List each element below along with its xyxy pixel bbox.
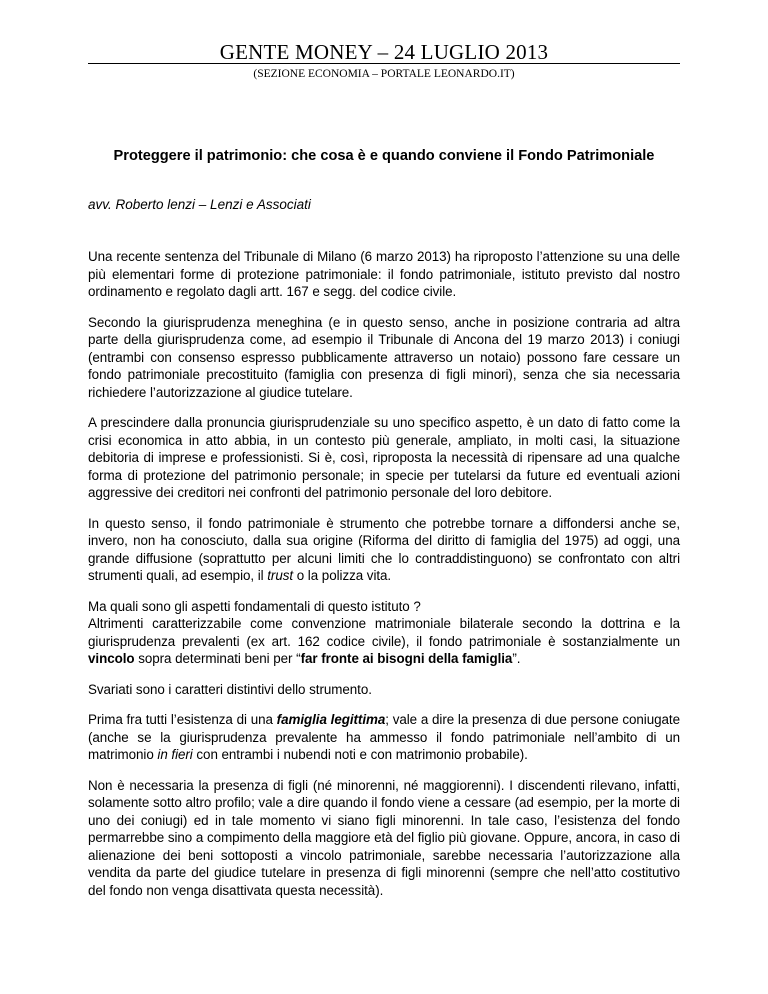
famiglia-needs-phrase: far fronte ai bisogni della famiglia xyxy=(300,651,513,666)
paragraph-4-text-b: o la polizza vita. xyxy=(296,568,392,583)
famiglia-legittima-term: famiglia legittima xyxy=(276,712,386,727)
paragraph-2: Secondo la giurisprudenza meneghina (e in questo senso, anche in posizione contraria ad altra parte della giurisprudenza come, ad esempio il Tribunale di Ancona del 19 marzo 2013) i coniugi (entrambi con consenso espresso pubblicamente attraverso un notaio) possono fare cessare un fondo patrimoniale precostituito (famiglia con presenza di figli minori), senza che sia necessaria richiedere l’autorizzazione al giudice tutelare. xyxy=(88,314,680,400)
paragraph-7-text-b: ; vale a dire la presenza di due persone coniugate (anche se la giurisprudenza prevalente ha ammesso il fondo patrimoniale nell’ambito di un matrimonio xyxy=(88,712,680,762)
in-fieri-term: in fieri xyxy=(157,747,193,762)
article-body xyxy=(88,147,680,899)
paragraph-5-text-c: ”. xyxy=(512,651,521,666)
paragraph-4-text-a: In questo senso, il fondo patrimoniale è strumento che potrebbe tornare a diffondersi anche se, invero, non ha conosciuto, dalla sua origine (Riforma del diritto di famiglia del 1975) ad oggi, una grande diffusione (soprattutto per alcuni limiti che lo contraddistinguono) se confrontato con altri strumenti quali, ad esempio, il xyxy=(88,515,680,583)
paragraph-4 xyxy=(88,515,680,585)
paragraph-5-text-a: Altrimenti caratterizzabile come convenzione matrimoniale bilaterale secondo la dottrina e la giurisprudenza prevalenti (ex art. 162 codice civile), il fondo patrimoniale è sostanzialmente un xyxy=(88,616,680,649)
paragraph-3: A prescindere dalla pronuncia giurisprudenziale su uno specifico aspetto, è un dato di fatto come la crisi economica in atto abbia, in un contesto più generale, ampliato, in molti casi, la situazione debitoria di imprese e professionisti. Si è, così, riproposta la necessità di ripensare ad una qualche forma di protezione del patrimonio personale; in specie per tutelarsi da future ed eventuali azioni aggressive dei creditori nei confronti del patrimonio personale del loro debitore. xyxy=(88,415,680,500)
paragraph-7 xyxy=(88,711,680,764)
paragraph-8: Non è necessaria la presenza di figli (né minorenni, né maggiorenni). I discendenti rilevano, infatti, solamente sotto altro profilo; vale a dire quando il fondo viene a cessare (ad esempio, per la morte di uno dei coniugi) ed in tale momento vi siano figli minorenni. In tale caso, l’esistenza del fondo permarrebbe sino a compimento della maggiore età del figlio più giovane. Oppure, ancora, in caso di alienazione dei beni sottoposti a vincolo patrimoniale, sarebbe necessaria l’autorizzazione alla vendita da parte del giudice tutelare in presenza di figli minorenni (sempre che nell’atto costitutivo del fondo non venga disattivata questa necessità). xyxy=(88,777,680,898)
article-title: Proteggere il patrimonio: che cosa è e quando conviene il Fondo Patrimoniale xyxy=(113,148,655,164)
running-header-title: GENTE MONEY – 24 LUGLIO 2013 xyxy=(219,40,549,64)
paragraph-5-question: Ma quali sono gli aspetti fondamentali di questo istituto ? xyxy=(88,598,421,614)
paragraph-7-text-c: con entrambi i nubendi noti e con matrimonio probabile). xyxy=(196,747,528,762)
running-header-subtitle: (SEZIONE ECONOMIA – PORTALE LEONARDO.IT) xyxy=(253,68,515,80)
paragraph-5-text-b: sopra determinati beni per “ xyxy=(138,651,301,666)
article-author: avv. Roberto lenzi – Lenzi e Associati xyxy=(88,197,311,212)
vincolo-term: vincolo xyxy=(88,651,135,666)
header-rule xyxy=(88,63,680,64)
paragraph-5 xyxy=(88,598,680,668)
paragraph-1: Una recente sentenza del Tribunale di Milano (6 marzo 2013) ha riproposto l’attenzione su una delle più elementari forme di protezione patrimoniale: il fondo patrimoniale, istituto previsto dal nostro ordinamento e regolato dagli artt. 167 e segg. del codice civile. xyxy=(88,249,680,299)
paragraph-7-text-a: Prima fra tutti l’esistenza di una xyxy=(88,712,273,727)
paragraph-6: Svariati sono i caratteri distintivi dello strumento. xyxy=(88,681,372,697)
trust-term: trust xyxy=(267,568,294,583)
